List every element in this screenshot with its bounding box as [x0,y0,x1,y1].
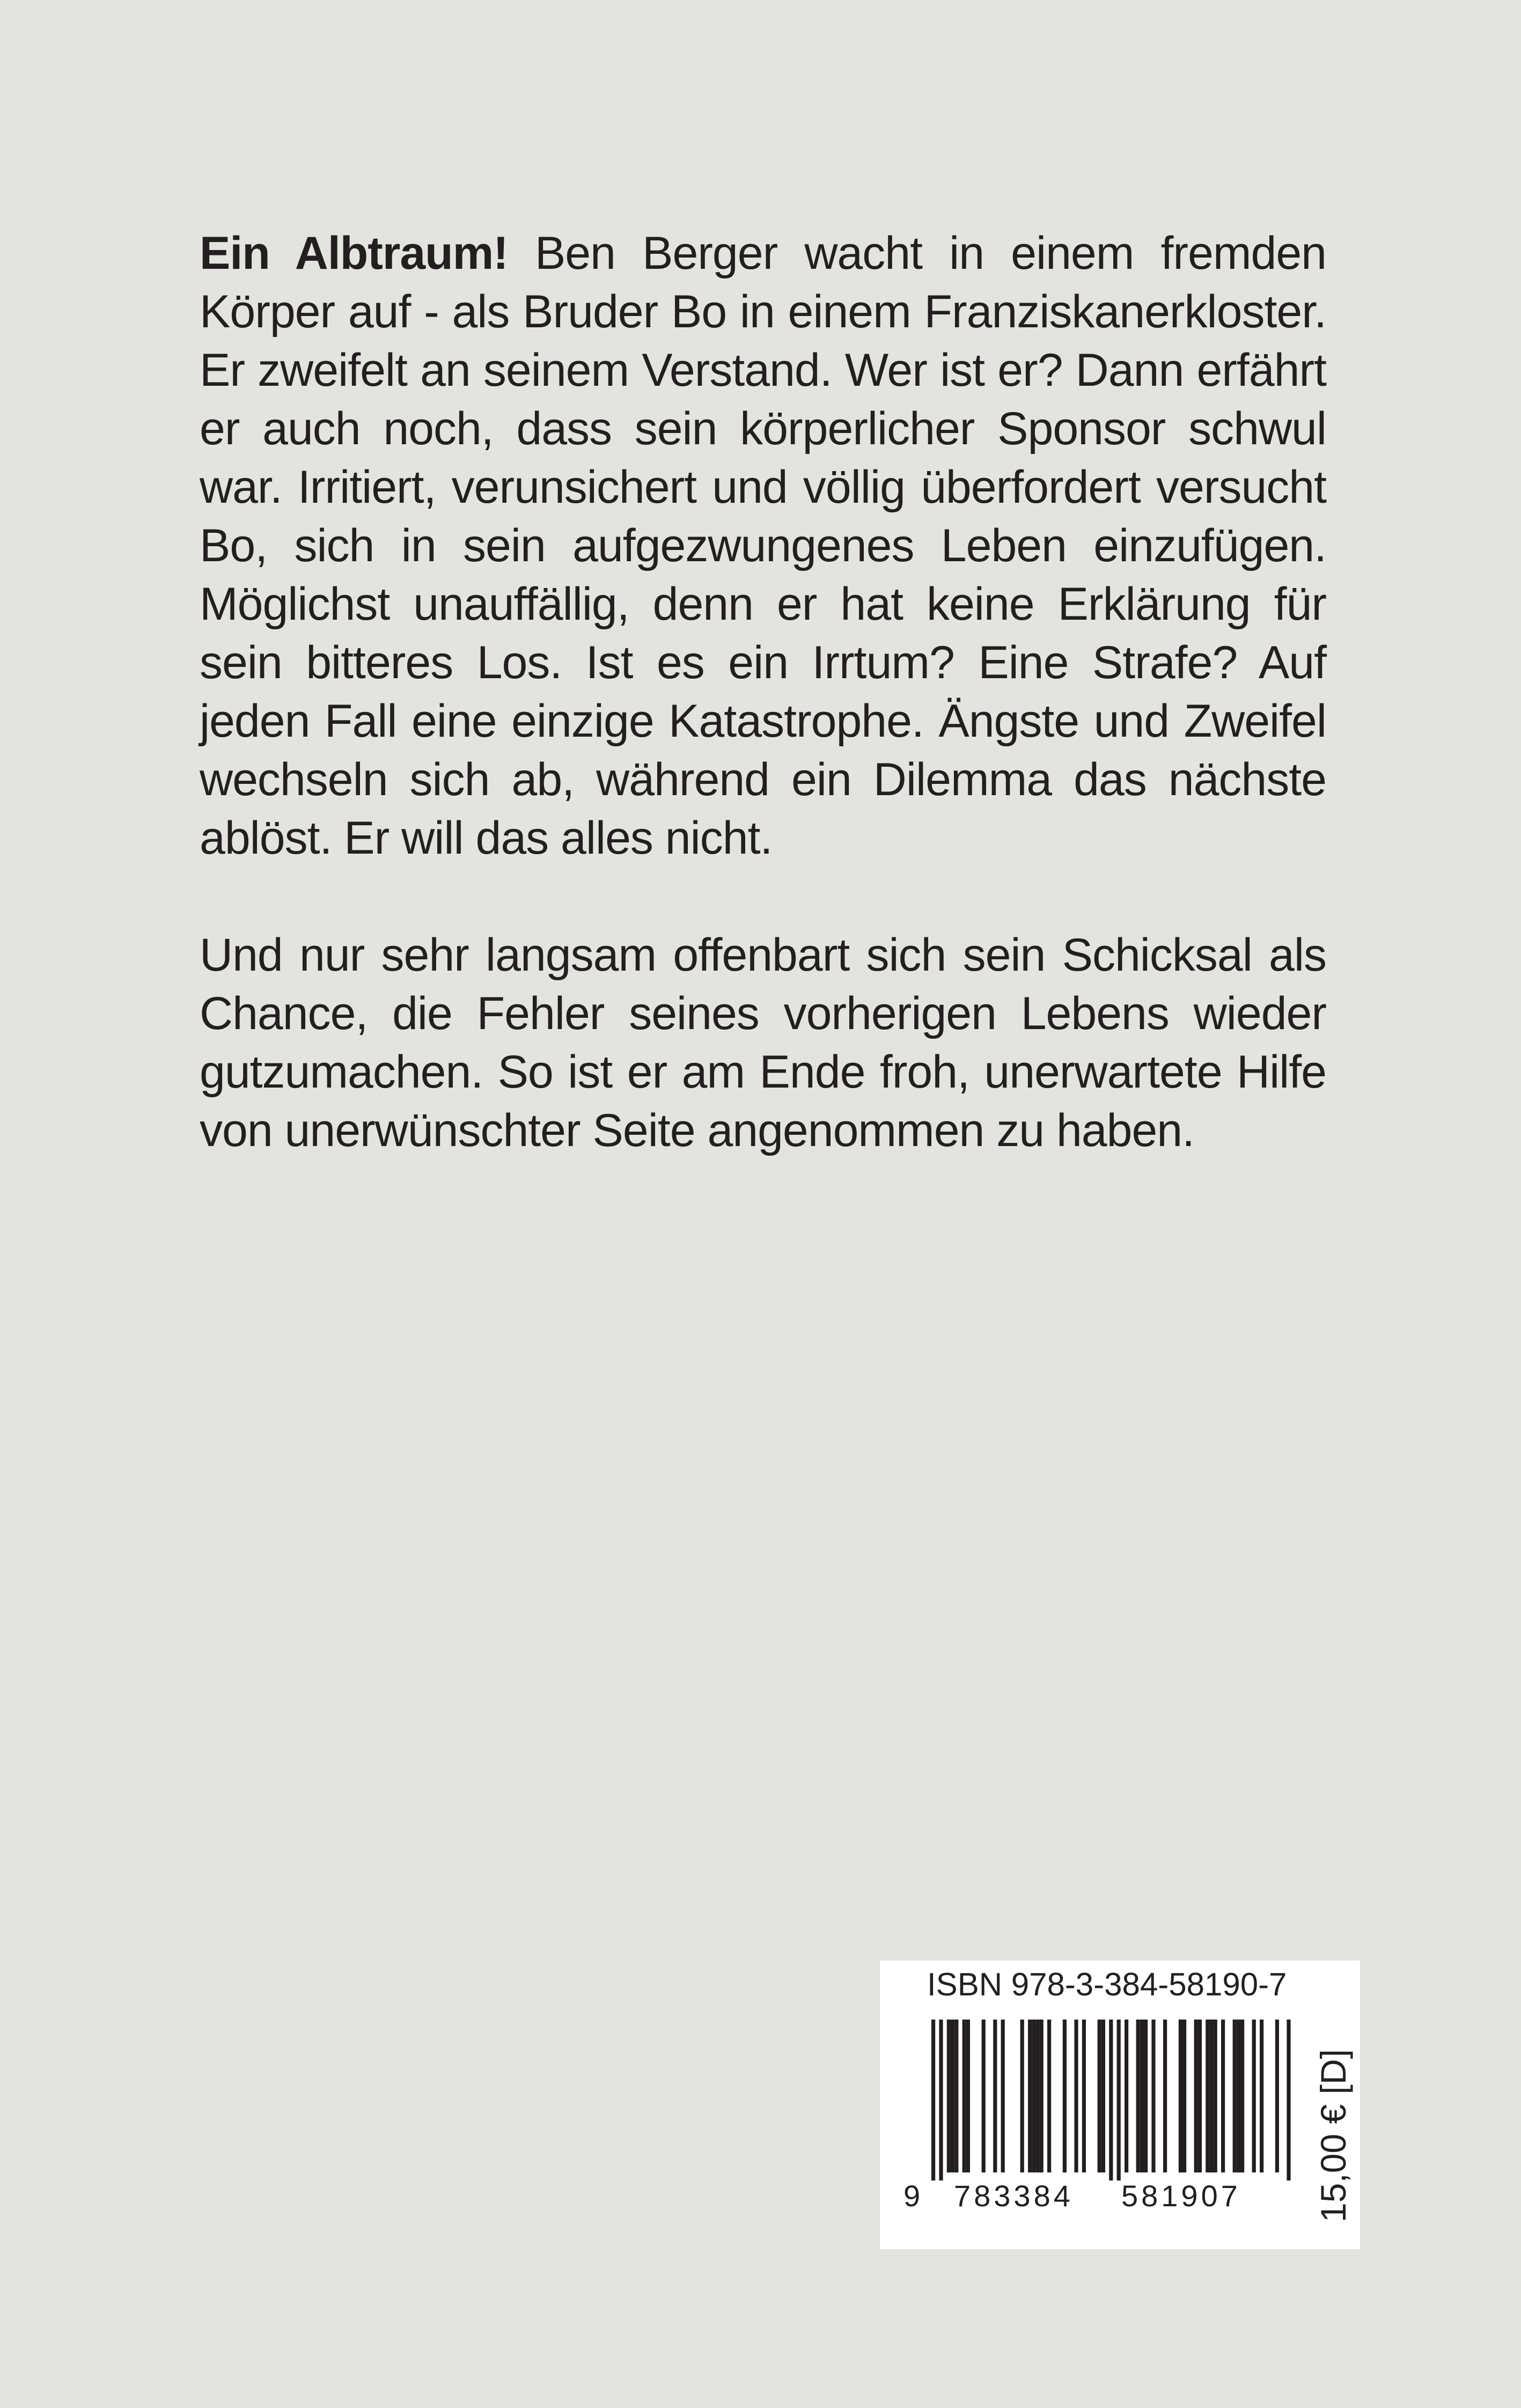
barcode-bar [1214,2020,1217,2172]
barcode-bar [1040,2020,1044,2172]
barcode-bar [951,2020,954,2172]
barcode-bar [1260,2020,1263,2172]
barcode-bar [939,2020,943,2181]
barcode-bar [1140,2020,1144,2172]
barcode-bar [1082,2020,1086,2172]
barcode-bar [1117,2020,1121,2181]
barcode-bar [1101,2020,1105,2172]
barcode-bar [1098,2020,1101,2172]
barcode-bar [966,2020,970,2172]
barcode-bar [1163,2020,1167,2172]
barcode-digits-left: 783384 [954,2179,1074,2213]
isbn-barcode-label [880,1961,1360,2249]
barcode-bar [1252,2020,1256,2172]
barcode-bar [947,2020,951,2172]
blurb-paragraph-1 [200,224,1326,868]
barcode-bar [1063,2020,1067,2172]
barcode-bar [1287,2020,1290,2181]
barcode-bar [1032,2020,1035,2172]
barcode-bar [1020,2020,1024,2172]
barcode-bar [931,2020,935,2181]
barcode-bar [1136,2020,1140,2172]
barcode-bar [1240,2020,1244,2172]
blurb-paragraph-1-text: Ben Berger wacht in einem fremden Körper auf - als Bruder Bo in einem Franziskanerkloster. Er zweifelt an seinem Verstand. Wer ist er? Dann erfährt er auch noch, dass sein körperlicher Sponsor schwul war. Irritiert, verunsichert und völlig überfordert versucht Bo, sich in sein aufgezwungenes Leben einzufügen. Möglichst unauffällig, denn er hat keine Erklärung für sein bitteres Los. Ist es ein Irrtum? Eine Strafe? Auf jeden Fall eine einzige Katastrophe. Ängste und Zweifel wechseln sich ab, während ein Dilemma das nächste ablöst. Er will das alles nicht. [200,227,1326,864]
blurb-lead: Ein Albtraum! [200,227,508,279]
barcode-bar [1198,2020,1202,2172]
barcode-bar [962,2020,966,2172]
barcode-bar [1275,2020,1279,2172]
barcode-bar [1206,2020,1209,2172]
barcode-bar [1001,2020,1005,2172]
barcode-bar [1074,2020,1078,2172]
back-cover-blurb [200,224,1326,1160]
ean-barcode [905,2020,1291,2181]
barcode-bar [982,2020,986,2172]
barcode-bar [1144,2020,1148,2172]
barcode-digits-right: 581907 [1121,2179,1241,2213]
barcode-bar [1028,2020,1032,2172]
barcode-bar [1221,2020,1225,2172]
barcode-bar [1179,2020,1182,2172]
barcode-bar [1125,2020,1128,2172]
blurb-paragraph-2: Und nur sehr langsam offenbart sich sein Schicksal als Chance, die Fehler seines vorherigen Lebens wieder gutzumachen. So ist er am Ende froh, unerwartete Hilfe von unerwünschter Seite angenommen zu haben. [200,929,1326,1156]
price-label: 15,00 € [D] [1313,2049,1353,2222]
barcode-bar [1047,2020,1051,2172]
barcode-bar [1035,2020,1039,2172]
barcode-digit-lead: 9 [903,2179,921,2213]
barcode-bar [1209,2020,1213,2172]
barcode-bar [1237,2020,1240,2172]
barcode-bar [1182,2020,1186,2172]
barcode-bar [1194,2020,1198,2172]
barcode-bar [954,2020,958,2172]
barcode-bar [1151,2020,1155,2172]
isbn-number: ISBN 978-3-384-58190-7 [927,1966,1287,2002]
barcode-bar [993,2020,997,2172]
barcode-bar [1233,2020,1237,2172]
barcode-bar [1109,2020,1113,2181]
